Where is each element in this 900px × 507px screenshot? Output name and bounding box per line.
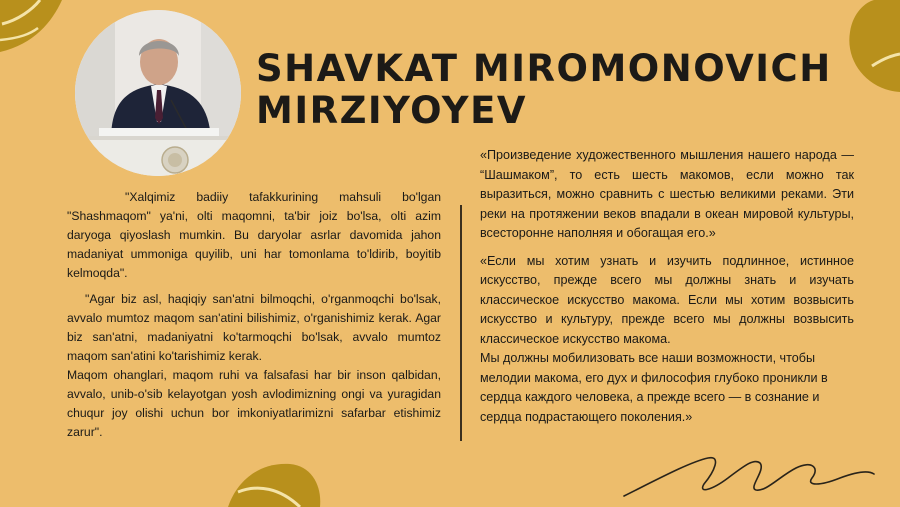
russian-quote-paragraph-3: Мы должны мобилизовать все наши возможности, чтобы мелодии макома, его дух и философия глубоко проникли в сердца каждого человека, а прежде всего — в сознание и сердца подрастающего поколения.» [480,351,828,424]
russian-quote-paragraph-2: «Если мы хотим узнать и изучить подлинное, истинное искусство, прежде всего мы должны знать и изучать классическое искусство макома. Если мы хотим возвысить искусство и культуру, прежде всего мы должны возвысить классическое искусство макома. [480,253,854,346]
bottom-blob [228,464,320,507]
top-left-blob [0,0,62,52]
uzbek-quote-column [67,188,441,442]
russian-quote-paragraph-1: «Произведение художественного мышления нашего народа — “Шашмаком”, то есть шесть макомов, если можно так выразиться, можно сравнить с шестью великими реками. Эти реки на протяжении веков впадали в океан мировой культуры, всесторонне наполняя и обогащая его.» [480,148,854,240]
portrait-photo [75,10,241,176]
page-title [256,48,832,132]
column-divider [460,205,462,441]
title-line-2: MIRZIYOYEV [256,89,527,132]
title-line-1: SHAVKAT MIROMONOVICH [256,47,832,90]
scribble-line [624,458,874,496]
uzbek-quote-paragraph-1: "Xalqimiz badiiy tafakkurining mahsuli bo'lgan "Shashmaqom" ya'ni, olti maqomni, ta'bir joiz bo'lsa, olti azim daryoga qiyoslash mumkin. Bu daryolar asrlar davomida jahon madaniyat ummoniga quyilib, uni har tomonlama to'ldirib, boyitib kelmoqda". [67,190,441,280]
uzbek-quote-paragraph-3: Maqom ohanglari, maqom ruhi va falsafasi har bir inson qalbidan, avvalo, unib-o'sib kelayotgan yosh avlodimizning ongi va yuragidan chuqur joy olishi uchun bor imkoniyatlarimizni safarbar etishimiz zarur". [67,368,441,439]
russian-quote-column [480,146,854,427]
top-right-blob [849,0,900,92]
uzbek-quote-paragraph-2: "Agar biz asl, haqiqiy san'atni bilmoqchi, o'rganmoqchi bo'lsak, avvalo mumtoz maqom san'atini bilishimiz, o'rganishimiz kerak. Agar biz san'atni, madaniyatni ko'tarmoqchi bo'lsak, avvalo mumtoz maqom san'atini ko'tarishimiz kerak. [67,292,441,363]
